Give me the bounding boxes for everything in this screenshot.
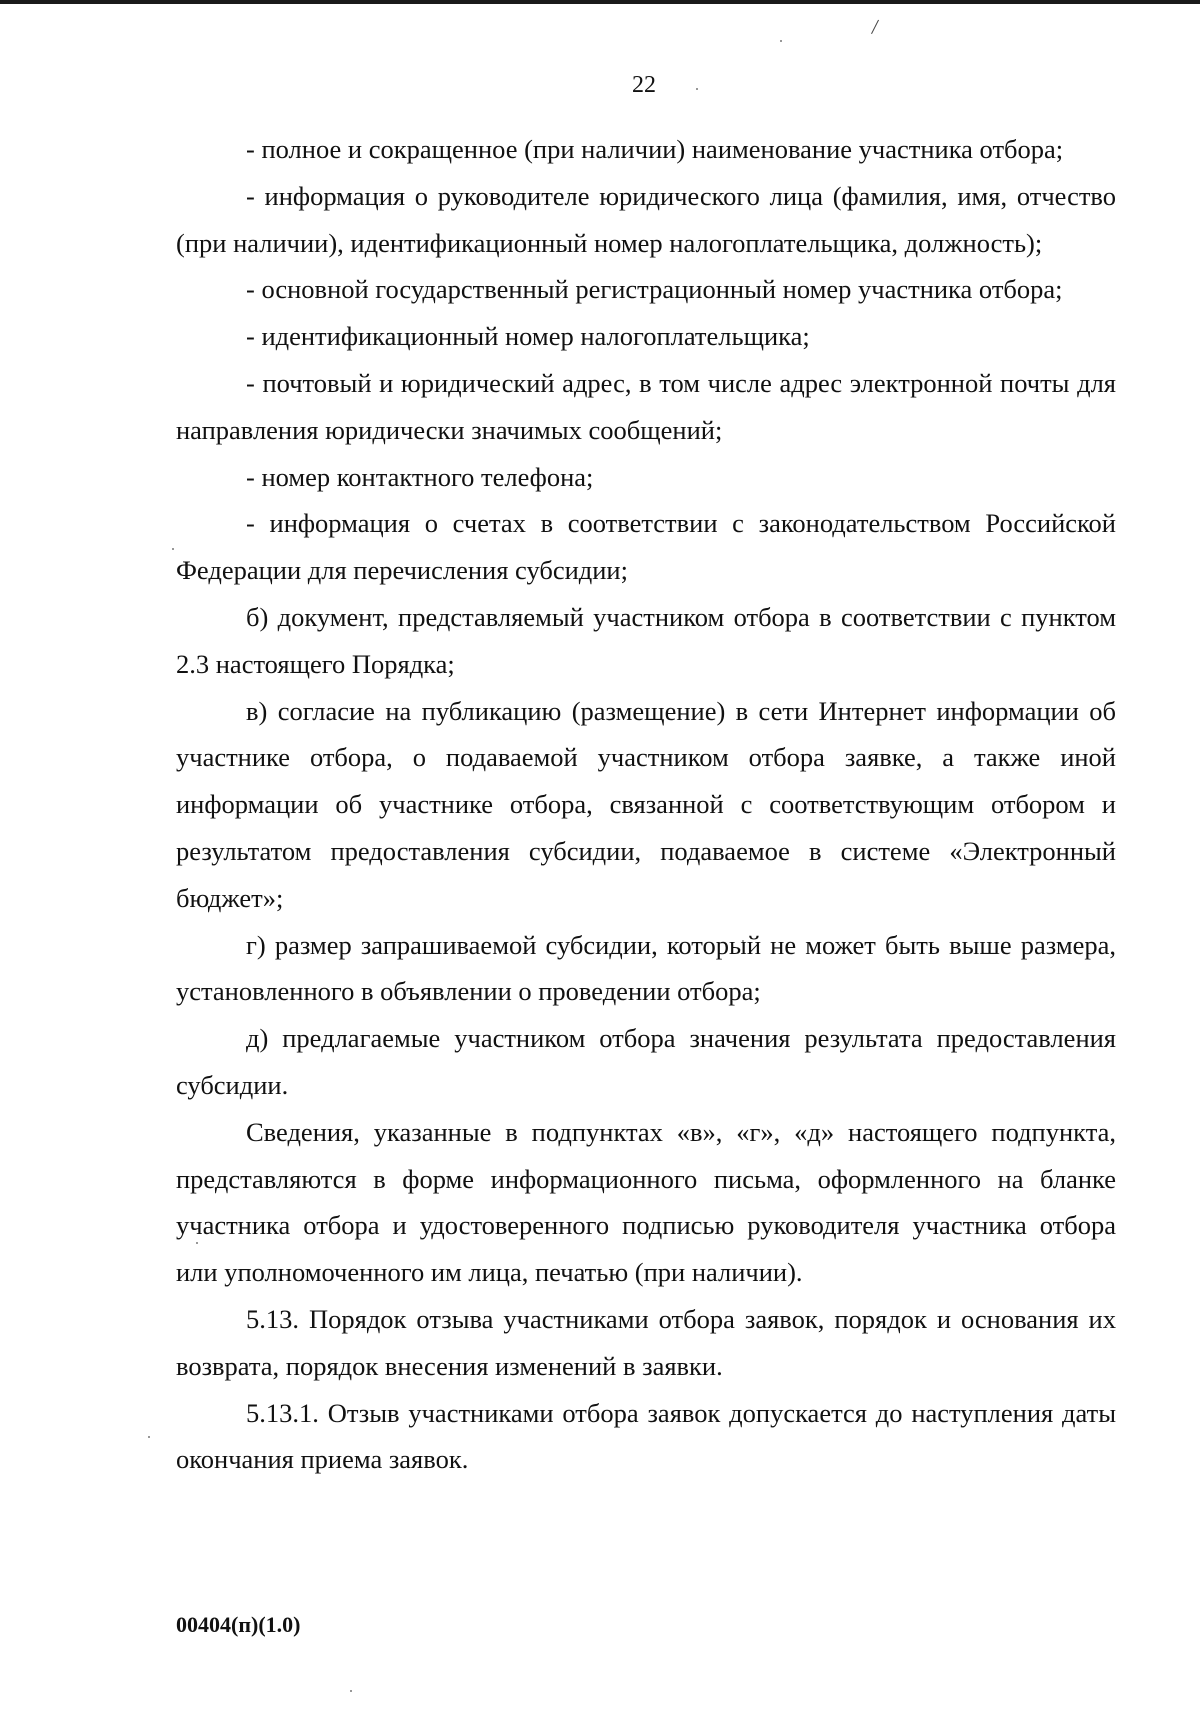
list-item-phone: - номер контактного телефона; [246, 461, 594, 492]
scan-mark: / [870, 13, 880, 40]
list-item-inn: - идентификационный номер налогоплательщика; [246, 321, 810, 352]
section-5-13-1-paragraph: 5.13.1. Отзыв участниками отбора заявок допускается до наступления даты окончания приема заявок. [176, 1397, 1116, 1475]
subitem-d: д) предлагаемые участником отбора значения результата предоставления субсидии. [176, 1023, 1116, 1100]
list-item-participant-name: - полное и сокращенное (при наличии) наименование участника отбора; [246, 134, 1064, 164]
list-item-address: - почтовый и юридический адрес, в том числе адрес электронной почты для направления юридически значимых сообщений; [176, 367, 1116, 445]
subitem-v: в) согласие на публикацию (размещение) в сети Интернет информации об участнике отбора, о подаваемой участником отбора заявке, а также иной информации об участнике отбора, связанной с соответствующим отбором и результатом предоставления субсидии, подаваемое в системе «Электронный бюджет»; [176, 695, 1116, 913]
list-item-accounts: - информация о счетах в соответствии с законодательством Российской Федерации для перечисления субсидии; [176, 508, 1116, 586]
list-item-director-info: - информация о руководителе юридического лица (фамилия, имя, отчество (при наличии), идентификационный номер налогоплательщика, должность); [176, 180, 1116, 258]
scan-top-edge [0, 0, 1200, 4]
scan-speck [172, 548, 174, 550]
scan-speck [148, 1436, 150, 1438]
scan-speck [350, 1690, 352, 1692]
subitem-g: г) размер запрашиваемой субсидии, который не может быть выше размера, установленного в объявлении о проведении отбора; [176, 929, 1116, 1007]
document-body [176, 126, 1116, 1483]
document-code: 00404(п)(1.0) [176, 1612, 301, 1637]
list-item-ogrn: - основной государственный регистрационный номер участника отбора; [246, 274, 1063, 305]
section-5-13-heading: 5.13. Порядок отзыва участниками отбора заявок, порядок и основания их возврата, порядок внесения изменений в заявки. [176, 1303, 1116, 1381]
scan-speck [780, 40, 782, 42]
subitem-b: б) документ, представляемый участником отбора в соответствии с пунктом 2.3 настоящего Порядка; [176, 601, 1116, 679]
info-letter-paragraph: Сведения, указанные в подпунктах «в», «г», «д» настоящего подпункта, представляются в форме информационного письма, оформленного на бланке участника отбора и удостоверенного подписью руководителя участника отбора или уполномоченного им лица, печатью (при наличии). [176, 1116, 1116, 1288]
page-number: 22 [632, 72, 656, 98]
